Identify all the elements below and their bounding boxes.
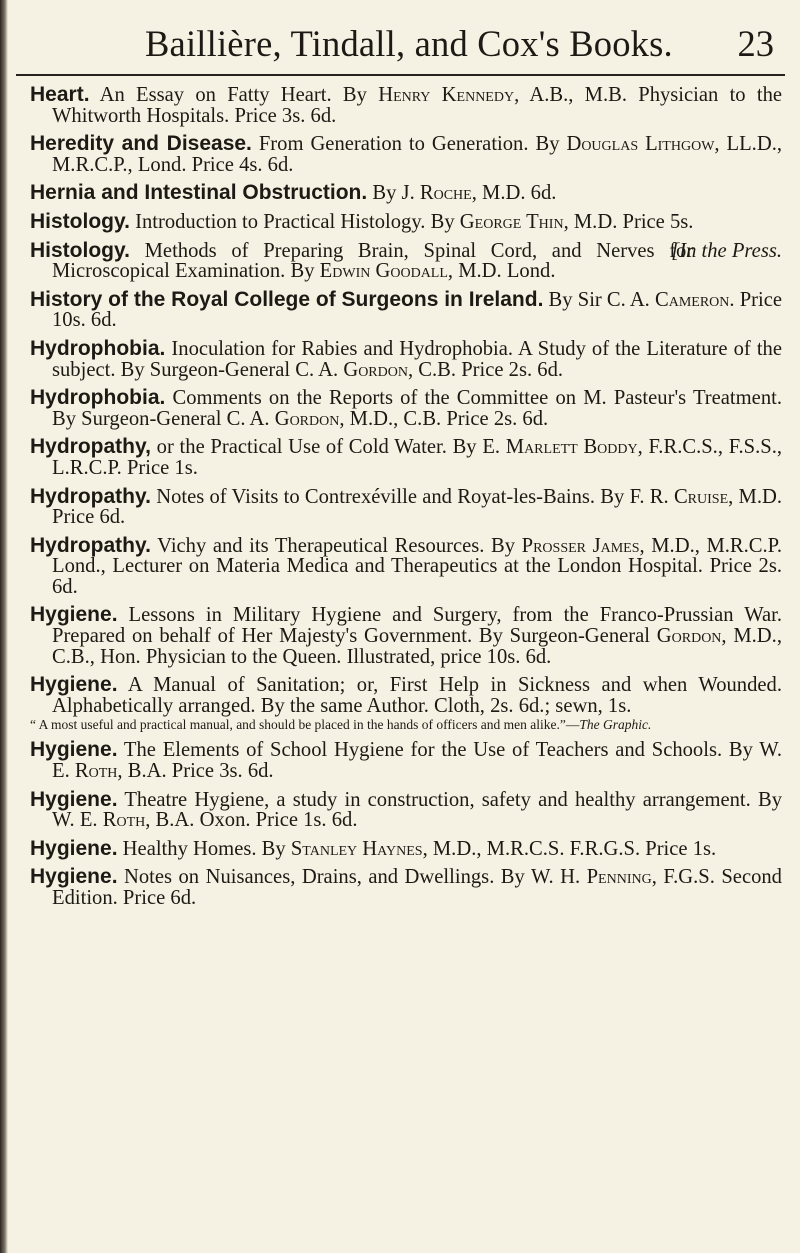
catalogue-entry: [30, 388, 782, 429]
entry-description: An Essay on Fatty Heart. By: [89, 84, 379, 106]
entry-author: Roth: [74, 760, 118, 783]
entry-description: Vichy and its Therapeutical Resources. By: [150, 534, 522, 557]
entry-heading: Heart.: [30, 83, 90, 106]
page-binding-edge: [0, 0, 8, 1253]
entry-description: From Generation to Generation. By: [251, 133, 567, 156]
entry-description: Methods of Preparing Brain, Spinal Cord, and Nerves for Microscopical Examination. By: [52, 239, 694, 283]
entry-description: Healthy Homes. By: [117, 837, 291, 860]
entry-description: The Elements of School Hygiene for the Use of Teachers and Schools. By W. E.: [52, 739, 782, 783]
entry-details: , F.G.S. Second Edition. Price 6d.: [52, 866, 782, 909]
entry-author: Cameron: [654, 288, 730, 311]
entry-details: , M.D., M.R.C.P. Lond., Lecturer on Materia Medica and Therapeutics at the London Hospital. Price 2s. 6d.: [52, 534, 782, 598]
entry-heading: Histology.: [30, 238, 130, 262]
catalogue-entry: [30, 85, 782, 126]
entry-author: Penning: [586, 866, 652, 889]
entry-heading: Hernia and Intestinal Obstruction.: [30, 181, 368, 205]
entry-author: Marlett Boddy: [505, 436, 638, 459]
catalogue-entry: [30, 836, 782, 860]
entry-details: , M.D., M.R.C.S. F.R.G.S. Price 1s.: [422, 837, 717, 860]
entry-author: Edwin Goodall: [319, 260, 448, 283]
entry-heading: Hydropathy,: [30, 435, 151, 459]
catalogue-entry: [30, 183, 782, 204]
catalogue-entry: [30, 238, 782, 283]
catalogue-entry: [30, 867, 782, 908]
entry-description: Notes of Visits to Contrexéville and Royat-les-Bains. By F. R.: [150, 485, 674, 508]
entry-author: Prosser James: [521, 534, 640, 557]
entry-heading: Heredity and Disease.: [30, 132, 252, 156]
entry-author: Roth: [102, 809, 146, 832]
entry-description: or the Practical Use of Cold Water. By E.: [150, 436, 506, 459]
catalogue-entry: [30, 336, 782, 381]
header-title: Baillière, Tindall, and Cox's Books.: [145, 23, 673, 64]
entry-author: Cruise: [673, 485, 729, 508]
entry-details: , M.D. Price 5s.: [563, 210, 694, 233]
entry-details: . Price 10s. 6d.: [52, 288, 783, 332]
catalogue-entry: [30, 787, 782, 832]
entry-details: , M.D. Lond.: [447, 260, 556, 283]
entry-review: [30, 717, 782, 732]
entry-details: , M.D., C.B. Price 2s. 6d.: [339, 407, 549, 430]
entry-author: George Thin: [459, 210, 564, 233]
entry-details: , M.D., C.B., Hon. Physician to the Queen. Illustrated, price 10s. 6d.: [52, 625, 782, 668]
catalogue-entry: [30, 740, 782, 781]
entry-details: , B.A. Price 3s. 6d.: [117, 760, 274, 783]
entry-author: Stanley Haynes: [290, 837, 423, 860]
entry-author: Gordon: [343, 358, 408, 381]
catalogue-entry: [30, 209, 782, 233]
entry-description: Theatre Hygiene, a study in construction, safety and healthy arrangement. By W. E.: [52, 788, 782, 832]
catalogue-entry: [30, 287, 783, 332]
entry-heading: History of the Royal College of Surgeons in Ireland.: [30, 287, 544, 311]
entry-heading: Hydrophobia.: [30, 336, 166, 360]
catalogue-entry: [30, 437, 782, 478]
entry-details: , M.D. Price 6d.: [52, 485, 783, 529]
entry-details: , B.A. Oxon. Price 1s. 6d.: [145, 809, 358, 832]
entry-heading: Hygiene.: [30, 673, 118, 697]
running-header: [145, 22, 785, 72]
entry-author: Roche: [419, 182, 472, 205]
entry-description: Inoculation for Rabies and Hydrophobia. A Study of the Literature of the subject. By Surgeon-General C. A.: [52, 337, 782, 381]
catalogue-entry: [30, 134, 782, 175]
entry-author: Gordon: [656, 625, 722, 648]
entry-description: By J.: [367, 182, 420, 205]
entry-heading: Hygiene.: [30, 865, 118, 889]
entry-heading: Hygiene.: [30, 603, 118, 627]
review-quote: “ A most useful and practical manual, and should be placed in the hands of officers and men alike.”—: [30, 717, 580, 733]
entry-note: [In the Press.: [671, 239, 782, 262]
entry-author: Douglas Lithgow: [566, 133, 715, 156]
entry-heading: Hygiene.: [30, 738, 118, 762]
catalogue-entry: [30, 605, 782, 667]
entry-details: , C.B. Price 2s. 6d.: [407, 358, 564, 381]
catalogue-entries: [30, 85, 782, 909]
entry-author: Gordon: [274, 407, 340, 430]
entry-description: A Manual of Sanitation; or, First Help in Sickness and when Wounded. Alphabetically arranged. By the same Author. Cloth, 2s. 6d.; sewn, 1s.: [52, 674, 782, 717]
page-number: 23: [737, 23, 774, 64]
entry-description: Introduction to Practical Histology. By: [129, 210, 460, 233]
entry-description: Comments on the Reports of the Committee on M. Pasteur's Treatment. By Surgeon-General C. A.: [52, 387, 782, 430]
entry-details: , LL.D., M.R.C.P., Lond. Price 4s. 6d.: [52, 133, 782, 176]
entry-description: By Sir C. A.: [543, 288, 655, 311]
entry-details: , F.R.C.S., F.S.S., L.R.C.P. Price 1s.: [52, 436, 782, 479]
entry-heading: Hydropathy.: [30, 533, 151, 557]
review-source: The Graphic.: [579, 717, 652, 733]
entry-details: , M.D. 6d.: [471, 182, 557, 205]
entry-details: , A.B., M.B. Physician to the Whitworth Hospitals. Price 3s. 6d.: [52, 84, 783, 127]
catalogue-entry: [30, 484, 783, 529]
entry-description: Lessons in Military Hygiene and Surgery, from the Franco-Prussian War. Prepared on behalf of Her Majesty's Government. By Surgeon-General: [52, 604, 782, 648]
catalogue-entry: [30, 533, 782, 598]
entry-heading: Hygiene.: [30, 787, 118, 811]
entry-heading: Hydrophobia.: [30, 386, 166, 410]
header-rule: [16, 74, 785, 76]
entry-heading: Hygiene.: [30, 836, 118, 860]
entry-description: Notes on Nuisances, Drains, and Dwellings. By W. H.: [117, 866, 587, 889]
entry-heading: Histology.: [30, 209, 130, 233]
catalogue-entry: [30, 675, 782, 732]
entry-heading: Hydropathy.: [30, 484, 151, 508]
entry-author: Henry Kennedy: [378, 84, 515, 106]
